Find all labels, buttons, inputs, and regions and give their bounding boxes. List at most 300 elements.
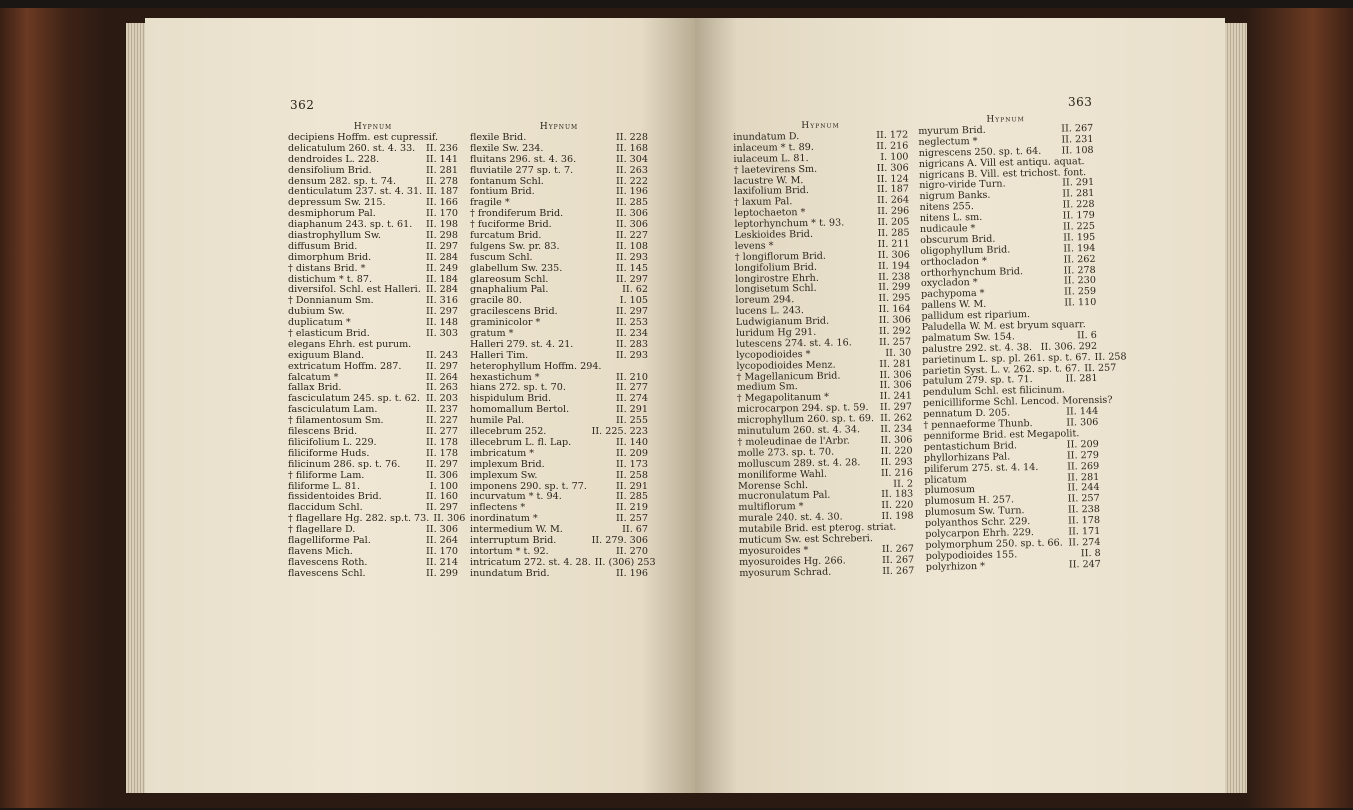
entry-reference: II. 259 [1064, 286, 1097, 298]
entry-name: medium Sm. [736, 381, 798, 394]
entry-reference: II. 306 [879, 380, 912, 392]
entry-name: microcarpon 294. sp. t. 59. [736, 402, 869, 416]
entry-name: oligophyllum Brid. [920, 244, 1011, 257]
entry-name: oxycladon * [920, 277, 978, 290]
entry-reference: II. 210 [616, 371, 648, 383]
entry-name: desmiphorum Pal. [288, 208, 376, 220]
entry-name: parietinum L. sp. pl. 261. sp. t. 67. [922, 351, 1091, 366]
entry-reference: II. 243 [426, 349, 458, 361]
entry-name: flaccidum Schl. [288, 502, 363, 514]
entry-name: plumosum [924, 484, 976, 497]
entry-name: Ludwigianum Brid. [735, 315, 830, 329]
entry-reference: II. 262 [880, 412, 913, 425]
entry-reference: II. 168 [616, 142, 648, 154]
entry-name: mutabile Brid. est pterog. striat. [738, 521, 897, 536]
entry-name: obscurum Brid. [920, 233, 996, 246]
entry-reference: II. 264 [426, 534, 458, 546]
entry-name: flavescens Roth. [288, 556, 368, 568]
entry-name: Paludella W. M. est bryum squarr. [921, 319, 1086, 333]
entry-name: polypodioides 155. [925, 549, 1018, 562]
entry-name: plicatum [924, 473, 967, 486]
entry-name: Leskioides Brid. [734, 228, 814, 242]
entry-name: orthocladon * [920, 255, 987, 268]
entry-name: diastrophyllum Sw. [288, 230, 381, 242]
entry-name: lycopodioides * [736, 348, 811, 361]
entry-reference: II. 296 [877, 205, 910, 218]
entry-name: nigricans B. Vill. est trichost. font. [918, 166, 1087, 181]
entry-name: inordinatum * [470, 513, 538, 525]
entry-reference: II. 306 [1066, 416, 1099, 429]
entry-name: diversifol. Schl. est Halleri. [288, 284, 421, 296]
entry-reference: II. 225 [1062, 220, 1096, 233]
entry-reference: II. 281 [426, 164, 458, 176]
entry-reference: II. 145 [616, 262, 648, 274]
entry-reference: II. 108 [616, 240, 648, 252]
entry-name: filicifolium L. 229. [288, 436, 377, 448]
entry-reference: II. 227 [616, 230, 648, 242]
entry-reference: II. 173 [616, 458, 648, 470]
entry-reference: II. 297 [426, 240, 458, 252]
index-entry [288, 460, 458, 471]
entry-reference: II. 264 [426, 371, 458, 383]
entry-reference: II. 293 [880, 456, 913, 468]
entry-reference: II. 299 [426, 567, 458, 579]
entry-name: extricatum Hoffm. 287. [288, 360, 402, 372]
entry-reference: II. 236 [426, 142, 458, 154]
entry-reference: II. 291 [1062, 177, 1095, 189]
entry-reference: II. 316 [426, 295, 458, 307]
entry-name: iulaceum L. 81. [733, 152, 809, 165]
entry-name: flavens Mich. [288, 545, 353, 557]
entry-reference: II. 291 [616, 480, 648, 492]
entry-name: † distans Brid. * [288, 262, 366, 274]
entry-reference: II. 306. 292 [1040, 340, 1098, 353]
entry-name: † Magellanicum Brid. [736, 370, 841, 383]
entry-reference: II. 293 [616, 349, 648, 361]
entry-reference: II. 285 [877, 227, 910, 240]
entry-reference: II. 225. 223 [591, 426, 648, 438]
entry-name: fontium Brid. [470, 186, 535, 198]
entry-reference: II. 285 [616, 491, 648, 503]
entry-reference: II. 241 [879, 390, 912, 403]
entry-reference: II. 228 [1062, 199, 1095, 211]
entry-reference: II. 238 [878, 271, 911, 283]
column-header: Hypnum [801, 120, 840, 132]
entry-name: inundatum Brid. [470, 567, 550, 579]
entry-name: fontanum Schl. [470, 175, 544, 187]
entry-reference: II. 306 [876, 162, 909, 174]
index-entry [470, 362, 648, 373]
entry-reference: II. 205 [877, 216, 910, 229]
right-page-edge [1225, 23, 1247, 793]
column-header: Hypnum [986, 114, 1025, 125]
entry-reference: II. 148 [426, 317, 458, 329]
entry-name: gnaphalium Pal. [470, 284, 549, 296]
entry-name: piliferum 275. st. 4. 14. [924, 461, 1039, 475]
entry-reference: II. 187 [876, 184, 910, 196]
entry-reference [644, 362, 648, 373]
entry-reference: II. 306 [616, 208, 648, 220]
index-entry [470, 264, 648, 275]
entry-reference: II. 194 [1063, 242, 1096, 255]
entry-name: glabellum Sw. 235. [470, 262, 563, 274]
entry-name: humile Pal. [470, 415, 525, 427]
entry-name: nudicaule * [919, 223, 976, 235]
entry-name: graminicolor * [470, 317, 541, 329]
entry-reference: II. 257 [616, 513, 648, 525]
entry-reference [1112, 396, 1116, 407]
entry-name: † Megapolitanum * [736, 392, 830, 405]
entry-reference: II. 2 [893, 478, 914, 490]
entry-name: denticulatum 237. st. 4. 31. [288, 186, 423, 198]
entry-reference: II. 234 [880, 423, 913, 436]
entry-reference [1092, 309, 1096, 320]
entry-reference: II. 198 [426, 219, 458, 231]
entry-reference: II. 184 [426, 273, 458, 285]
entry-name: nigricans A. Vill est antiqu. aquat. [918, 155, 1085, 170]
entry-reference: II. 277 [426, 426, 458, 438]
entry-reference [910, 523, 914, 534]
entry-name: nigro-viride Turn. [919, 178, 1006, 192]
entry-reference: II. 211 [877, 238, 910, 250]
entry-name: homomallum Bertol. [470, 404, 570, 416]
entry-name: polyanthos Schr. 229. [925, 516, 1031, 529]
entry-name: † Donnianum Sm. [288, 295, 374, 307]
index-entry [288, 558, 458, 569]
entry-reference: I. 105 [619, 295, 648, 307]
entry-name: lacustre W. M. [733, 174, 804, 187]
entry-name: lutescens 274. st. 4. 16. [736, 337, 852, 350]
entry-name: laxifolium Brid. [733, 185, 809, 198]
entry-name: flavescens Schl. [288, 567, 366, 579]
right-page-number: 363 [1068, 95, 1093, 109]
entry-name: implexum Sw. [470, 469, 538, 481]
entry-reference: II. 264 [877, 194, 910, 207]
entry-name: loreum 294. [735, 294, 795, 307]
entry-reference: II. 284 [426, 284, 458, 296]
entry-name: decipiens Hoffm. est cupressif. [288, 132, 439, 143]
entry-reference: II. 297 [426, 306, 458, 318]
entry-name: gracile 80. [470, 295, 522, 307]
index-entry [470, 471, 648, 482]
index-entry [470, 166, 648, 177]
column-header: Hypnum [539, 122, 579, 132]
entry-reference: II. 283 [616, 338, 648, 350]
entry-reference: II. 244 [1067, 482, 1100, 494]
entry-name: dendroides L. 228. [288, 153, 380, 165]
entry-reference: II. 187 [426, 186, 459, 198]
entry-reference: II. 209 [1066, 438, 1099, 451]
entry-reference: II. 203 [426, 393, 458, 405]
entry-reference: II. 67 [622, 524, 648, 536]
entry-name: luridum Hg 291. [735, 326, 817, 340]
entry-reference: II. 304 [616, 153, 648, 165]
entry-name: phyllorhizans Pal. [923, 451, 1011, 464]
entry-name: heterophyllum Hoffm. 294. [470, 360, 602, 372]
entry-name: nitens 255. [919, 201, 974, 214]
entry-name: plumosum Sw. Turn. [924, 505, 1025, 519]
entry-name: diaphanum 243. sp. t. 61. [288, 219, 413, 231]
entry-name: † elasticum Brid. [288, 328, 370, 340]
entry-name: illecebrum L. fl. Lap. [470, 436, 572, 448]
entry-name: penniforme Brid. est Megapolit. [923, 428, 1080, 442]
entry-reference: II. 257 [1084, 362, 1117, 374]
entry-reference: II. 281 [879, 358, 912, 370]
entry-name: exiguum Bland. [288, 349, 365, 361]
entry-reference: II. 258 [616, 469, 648, 481]
entry-reference: II. 216 [880, 467, 913, 479]
entry-reference: II. 220 [881, 499, 914, 512]
entry-name: fasciculatum Lam. [288, 404, 378, 416]
entry-name: inlaceum * t. 89. [733, 141, 814, 154]
entry-reference: II. 194 [877, 260, 911, 272]
entry-name: longisetum Schl. [735, 283, 817, 296]
entry-name: delicatulum 260. st. 4. 33. [288, 142, 416, 154]
entry-name: Halleri Tim. [470, 349, 529, 361]
entry-name: fragile * [470, 197, 510, 209]
entry-name: fuscum Schl. [470, 251, 533, 263]
entry-reference: II. 269 [1067, 460, 1100, 473]
entry-reference: II. 228 [616, 132, 648, 143]
entry-name: longirostre Ehrh. [735, 272, 819, 285]
index-entry [288, 471, 458, 482]
entry-reference: II. 179 [1062, 210, 1095, 222]
entry-name: polycarpon Ehrh. 229. [925, 526, 1035, 540]
entry-name: penicilliforme Schl. Lencod. Morensis? [922, 394, 1113, 410]
entry-reference: II. 297 [616, 273, 648, 285]
entry-reference: II. 178 [1067, 514, 1101, 527]
entry-name: lucens L. 243. [735, 305, 805, 318]
entry-name: imponens 290. sp. t. 77. [470, 480, 587, 492]
entry-name: hians 272. sp. t. 70. [470, 382, 566, 394]
entry-reference: II. 171 [1068, 525, 1101, 538]
entry-name: † moleudinae de l'Arbr. [737, 435, 850, 448]
entry-reference: II. 6 [1076, 329, 1097, 342]
entry-name: falcatum * [288, 371, 339, 383]
entry-name: leptochaeton * [734, 207, 806, 220]
entry-name: imbricatum * [470, 447, 535, 459]
entry-reference: II. 170 [426, 208, 458, 220]
entry-name: filescens Brid. [288, 426, 358, 438]
entry-reference: II. 270 [616, 545, 648, 557]
entry-reference: II. 267 [882, 565, 915, 577]
entry-name: † filiforme Lam. [288, 469, 365, 481]
left-page-number: 362 [290, 98, 315, 112]
entry-name: diffusum Brid. [288, 240, 358, 252]
entry-reference: II. 219 [616, 502, 648, 514]
entry-name: † flagellare Hg. 282. sp.t. 73. [288, 513, 430, 525]
entry-reference: II. (306) 253 [594, 556, 656, 568]
entry-name: † filamentosum Sm. [288, 415, 384, 427]
entry-reference: II. 263 [616, 164, 648, 176]
entry-name: fluviatile 277 sp. t. 7. [470, 164, 574, 176]
entry-name: filiciforme Huds. [288, 447, 370, 459]
entry-reference: II. 267 [882, 554, 915, 566]
entry-reference: II. 253 [616, 317, 648, 329]
index-column-1 [288, 122, 466, 580]
entry-name: gratum * [470, 328, 514, 340]
index-entry [288, 569, 458, 580]
entry-reference: II. 216 [876, 140, 909, 152]
index-entry [470, 556, 656, 569]
entry-name: molluscum 289. st. 4. 28. [737, 456, 861, 470]
entry-reference: II. 234 [616, 328, 648, 340]
index-entry [288, 166, 458, 177]
entry-name: myosurum Schrad. [739, 566, 832, 579]
entry-reference: II. 291 [616, 404, 648, 416]
entry-reference: II. 62 [622, 284, 648, 296]
entry-name: implexum Brid. [470, 458, 545, 470]
entry-name: glareosum Schl. [470, 273, 549, 285]
entry-reference: II. 292 [878, 325, 912, 338]
index-column-2 [470, 122, 656, 580]
entry-reference: II. 255 [616, 415, 648, 427]
entry-name: patulum 279. sp. t. 71. [922, 374, 1033, 388]
entry-name: polymorphum 250. sp. t. 66. [925, 537, 1063, 551]
entry-name: elegans Ehrh. est purum. [288, 338, 412, 350]
entry-name: densifolium Brid. [288, 164, 372, 176]
entry-name: duplicatum * [288, 317, 351, 329]
entry-reference: II. 231 [1061, 133, 1094, 146]
entry-reference: II. 295 [878, 292, 911, 305]
entry-reference: II. 222 [616, 175, 648, 187]
entry-name: pallens W. M. [921, 299, 987, 312]
entry-reference: II. 285 [616, 197, 648, 209]
entry-reference: II. 166 [426, 197, 458, 209]
entry-name: leptorhynchum * t. 93. [734, 217, 845, 231]
entry-reference: II. 297 [616, 306, 648, 318]
entry-name: pallidum est riparium. [921, 309, 1031, 323]
entry-reference: II. 297 [426, 360, 458, 372]
entry-name: longifolium Brid. [734, 261, 818, 274]
entry-name: filicinum 286. sp. t. 76. [288, 458, 401, 470]
entry-name: Morense Schl. [738, 479, 809, 492]
entry-reference: II. 230 [1063, 275, 1097, 287]
entry-reference: II. 299 [878, 282, 911, 294]
entry-reference: II. 281 [1067, 471, 1100, 483]
entry-name: inundatum D. [733, 131, 800, 143]
entry-reference: II. 237 [426, 404, 458, 416]
entry-reference: II. 298 [426, 230, 458, 242]
entry-name: palmatum Sw. 154. [921, 331, 1016, 344]
entry-reference: II. 306 [879, 369, 912, 381]
entry-reference: II. 306 [616, 219, 648, 231]
entry-name: orthorhynchum Brid. [920, 265, 1024, 279]
entry-reference: II. 140 [616, 436, 648, 448]
entry-name: hispidulum Brid. [470, 393, 551, 405]
entry-name: densum 282. sp. t. 74. [288, 175, 397, 187]
entry-reference: II. 238 [1067, 504, 1100, 516]
entry-name: † fuciforme Brid. [470, 219, 552, 231]
entry-reference: II. 274 [616, 393, 648, 405]
entry-name: dimorphum Brid. [288, 251, 372, 263]
entry-name: hexastichum * [470, 371, 540, 383]
entry-name: nigrum Banks. [919, 190, 991, 203]
entry-reference: II. 178 [426, 436, 458, 448]
entry-reference: II. 183 [881, 488, 914, 501]
entry-reference: II. 306 [433, 513, 466, 525]
entry-reference: II. 284 [426, 251, 458, 263]
entry-reference: II. 297 [426, 458, 458, 470]
entry-name: murale 240. st. 4. 30. [738, 511, 843, 525]
index-entry [288, 362, 458, 373]
entry-name: interruptum Brid. [470, 534, 557, 546]
entry-reference: II. 141 [426, 153, 458, 165]
entry-name: parietin Syst. L. v. 262. sp. t. 67. [922, 362, 1081, 377]
entry-name: flexile Sw. 234. [470, 142, 544, 154]
entry-reference: II. 267 [1061, 122, 1094, 135]
entry-name: lycopodioides Menz. [736, 359, 836, 372]
entry-reference: II. 108 [1061, 144, 1094, 157]
entry-reference: I. 100 [429, 480, 458, 492]
index-entry [470, 569, 648, 580]
entry-name: fluitans 296. st. 4. 36. [470, 153, 577, 165]
entry-reference: II. 274 [1068, 536, 1101, 549]
entry-name: flexile Brid. [470, 132, 527, 143]
entry-reference: II. 297 [879, 401, 913, 414]
entry-name: distichum * t. 87. [288, 273, 372, 285]
entry-reference [1090, 157, 1094, 168]
entry-reference: II. 30 [885, 347, 912, 359]
entry-reference: II. 281 [1065, 373, 1098, 385]
entry-name: molle 273. sp. t. 70. [737, 446, 835, 459]
index-column-4 [918, 113, 1127, 574]
entry-name: pennatum D. 205. [923, 407, 1011, 421]
entry-reference: II. 267 [881, 543, 915, 555]
entry-reference: II. 144 [1066, 406, 1099, 418]
entry-reference: II. 160 [426, 491, 458, 503]
entry-reference: II. 247 [1068, 558, 1101, 571]
entry-name: microphyllum 260. sp. t. 69. [737, 413, 875, 427]
entry-name: myosuroides * [738, 544, 809, 557]
entry-name: † laetevirens Sm. [733, 163, 818, 176]
entry-reference: II. 281 [1062, 188, 1095, 200]
entry-name: † flagellare D. [288, 524, 356, 536]
entry-name: furcatum Brid. [470, 230, 542, 242]
entry-name: muticum Sw. est Schreberi. [738, 533, 873, 546]
entry-reference: II. 195 [1063, 231, 1096, 244]
entry-reference: II. 209 [616, 447, 648, 459]
entry-name: dubium Sw. [288, 306, 345, 318]
entry-name: † frondiferum Brid. [470, 208, 564, 220]
entry-name: pendulum Schl. est filicinum. [922, 384, 1065, 399]
entry-name: intermedium W. M. [470, 524, 563, 536]
entry-name: palustre 292. st. 4. 38. [921, 341, 1033, 355]
entry-name: fulgens Sw. pr. 83. [470, 240, 560, 252]
entry-reference: II. 306 [877, 249, 910, 261]
entry-name: nigrescens 250. sp. t. 64. [918, 145, 1042, 159]
entry-name: gracilescens Brid. [470, 306, 558, 318]
entry-name: incurvatum * t. 94. [470, 491, 562, 503]
entry-name: intortum * t. 92. [470, 545, 549, 557]
entry-reference: II. 278 [426, 175, 458, 187]
entry-reference: II. 110 [1064, 297, 1097, 309]
entry-reference: II. 227 [426, 415, 458, 427]
entry-reference: II. 278 [1063, 264, 1096, 277]
entry-name: pachypoma * [921, 288, 985, 301]
entry-name: myurum Brid. [918, 124, 986, 137]
entry-reference: II. 124 [876, 173, 909, 185]
entry-name: fissidentoides Brid. [288, 491, 382, 503]
entry-reference: II. 306 [878, 314, 911, 327]
entry-reference: II. 178 [426, 447, 458, 459]
entry-name: polyrhizon * [925, 560, 986, 573]
entry-name: flagelliforme Pal. [288, 534, 371, 546]
entry-reference: II. 220 [880, 445, 913, 457]
column-header: Hypnum [353, 122, 393, 132]
entry-reference: II. 196 [616, 186, 648, 198]
entry-name: † longiflorum Brid. [734, 250, 827, 263]
